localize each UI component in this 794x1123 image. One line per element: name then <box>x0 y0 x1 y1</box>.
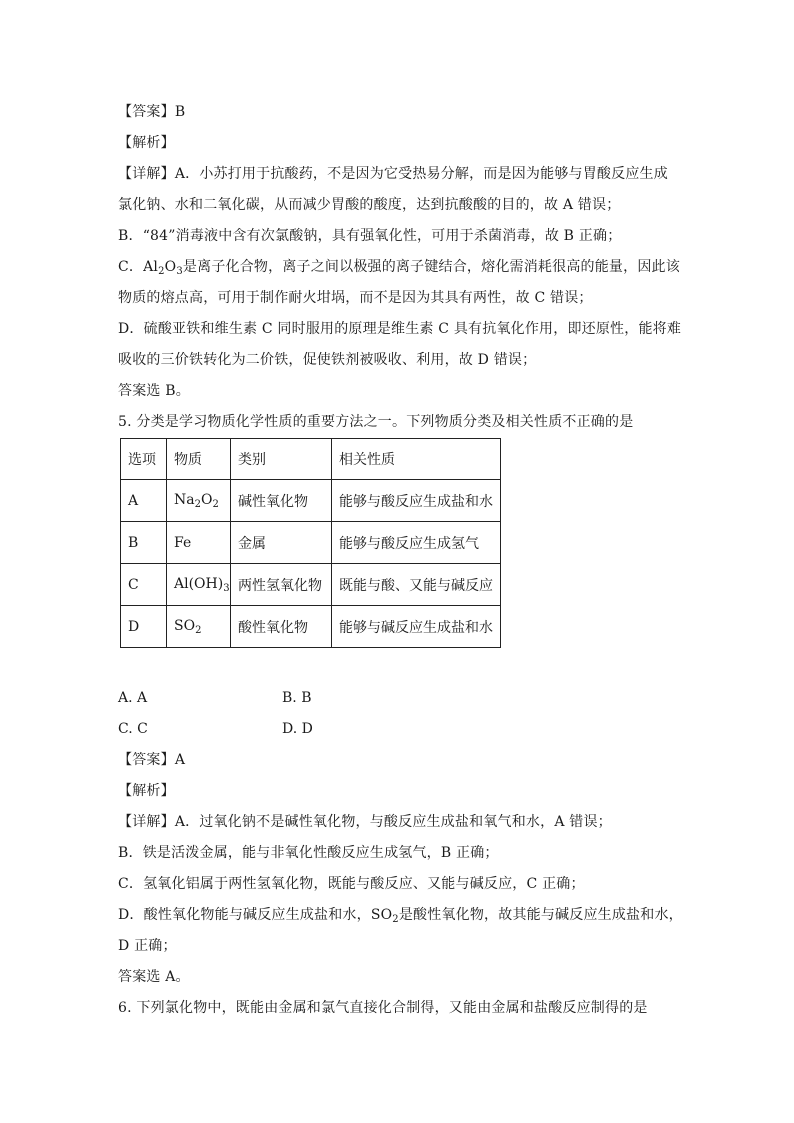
q4-explanation-line <box>118 164 668 184</box>
option-cell: A <box>121 480 167 522</box>
answer-value: A <box>174 752 186 768</box>
q5-stem: 5. 分类是学习物质化学性质的重要方法之一。下列物质分类及相关性质不正确的是 <box>118 414 634 430</box>
answer-value: B <box>174 104 186 120</box>
option-b: B. B <box>282 690 312 706</box>
formula-text: Fe <box>174 534 192 551</box>
q5-explanation-line <box>118 812 612 832</box>
option-cell: C <box>121 564 167 606</box>
table-row <box>121 480 501 522</box>
q4-analysis-tag: 【解析】 <box>118 135 175 151</box>
q4-explanation-line <box>118 257 680 282</box>
subscript: 3 <box>223 582 230 594</box>
q4-conclusion: 答案选 B。 <box>118 383 190 399</box>
header-cell: 物质 <box>167 439 231 480</box>
option-a: A. A <box>118 690 148 706</box>
table-row <box>121 522 501 564</box>
substance-cell <box>167 606 231 648</box>
detail-tag: 【详解】 <box>118 814 175 830</box>
q5-table <box>120 438 501 648</box>
formula-text: O <box>200 491 213 508</box>
q4-explanation-line: D．硫酸亚铁和维生素 C 同时服用的原理是维生素 C 具有抗氧化作用，即还原性，能将难 <box>118 321 682 337</box>
substance-cell <box>167 564 231 606</box>
q5-answer-line <box>118 750 185 770</box>
answer-tag: 【答案】 <box>118 752 175 768</box>
property-cell: 既能与酸、又能与碱反应 <box>332 564 501 606</box>
q4-explanation-line: 吸收的三价铁转化为二价铁，促使铁剂被吸收、利用，故 D 错误； <box>118 352 537 368</box>
q5-explanation-line: D 正确； <box>118 938 177 954</box>
subscript: 2 <box>212 498 219 510</box>
property-cell: 能够与酸反应生成盐和水 <box>332 480 501 522</box>
category-cell: 金属 <box>231 522 332 564</box>
substance-cell <box>167 480 231 522</box>
q5-analysis-tag: 【解析】 <box>118 783 175 799</box>
subscript: 2 <box>195 624 202 636</box>
subscript: 3 <box>176 266 183 277</box>
category-cell: 碱性氧化物 <box>231 480 332 522</box>
formula-text: SO <box>174 617 196 634</box>
q5-conclusion: 答案选 A。 <box>118 969 190 985</box>
q6-stem: 6. 下列氯化物中，既能由金属和氯气直接化合制得，又能由金属和盐酸反应制得的是 <box>118 1000 648 1016</box>
q4-answer-line <box>118 102 185 122</box>
table-header-row <box>121 439 501 480</box>
category-cell: 酸性氧化物 <box>231 606 332 648</box>
answer-tag: 【答案】 <box>118 104 175 120</box>
formula-text: Na <box>174 491 195 508</box>
table-row <box>121 606 501 648</box>
q5-explanation-line <box>118 905 683 930</box>
explanation-text: A．小苏打用于抗酸药，不是因为它受热易分解，而是因为能够与胃酸反应生成 <box>174 166 668 182</box>
formula-text: C．Al <box>118 259 159 275</box>
category-cell: 两性氢氧化物 <box>231 564 332 606</box>
header-cell: 选项 <box>121 439 167 480</box>
explanation-text: D．酸性氧化物能与碱反应生成盐和水，SO <box>118 907 393 923</box>
explanation-text: 是离子化合物，离子之间以极强的离子键结合，熔化需消耗很高的能量，因此该 <box>182 259 680 275</box>
subscript: 2 <box>158 266 165 277</box>
detail-tag: 【详解】 <box>118 166 175 182</box>
substance-cell <box>167 522 231 564</box>
explanation-text: A．过氧化钠不是碱性氧化物，与酸反应生成盐和氧气和水，A 错误； <box>174 814 612 830</box>
property-cell: 能够与碱反应生成盐和水 <box>332 606 501 648</box>
explanation-text: 是酸性氧化物，故其能与碱反应生成盐和水， <box>398 907 683 923</box>
header-cell: 相关性质 <box>332 439 501 480</box>
option-cell: B <box>121 522 167 564</box>
formula-text: O <box>164 259 177 275</box>
q4-explanation-line: 氯化钠、水和二氧化碳，从而减少胃酸的酸度，达到抗酸酸的目的，故 A 错误； <box>118 197 621 213</box>
q5-explanation-line: C．氢氧化铝属于两性氢氧化物，既能与酸反应、又能与碱反应，C 正确； <box>118 876 585 892</box>
header-cell: 类别 <box>231 439 332 480</box>
formula-text: Al(OH) <box>174 575 224 592</box>
q4-explanation-line: 物质的熔点高，可用于制作耐火坩埚，而不是因为其具有两性，故 C 错误； <box>118 290 593 306</box>
option-cell: D <box>121 606 167 648</box>
subscript: 2 <box>392 914 399 925</box>
property-cell: 能够与酸反应生成氢气 <box>332 522 501 564</box>
option-d: D. D <box>282 721 313 737</box>
q4-explanation-line: B．“84”消毒液中含有次氯酸钠，具有强氧化性，可用于杀菌消毒，故 B 正确； <box>118 228 622 244</box>
option-c: C. C <box>118 721 148 737</box>
subscript: 2 <box>194 498 201 510</box>
q5-explanation-line: B．铁是活泼金属，能与非氧化性酸反应生成氢气，B 正确； <box>118 845 499 861</box>
table-row <box>121 564 501 606</box>
